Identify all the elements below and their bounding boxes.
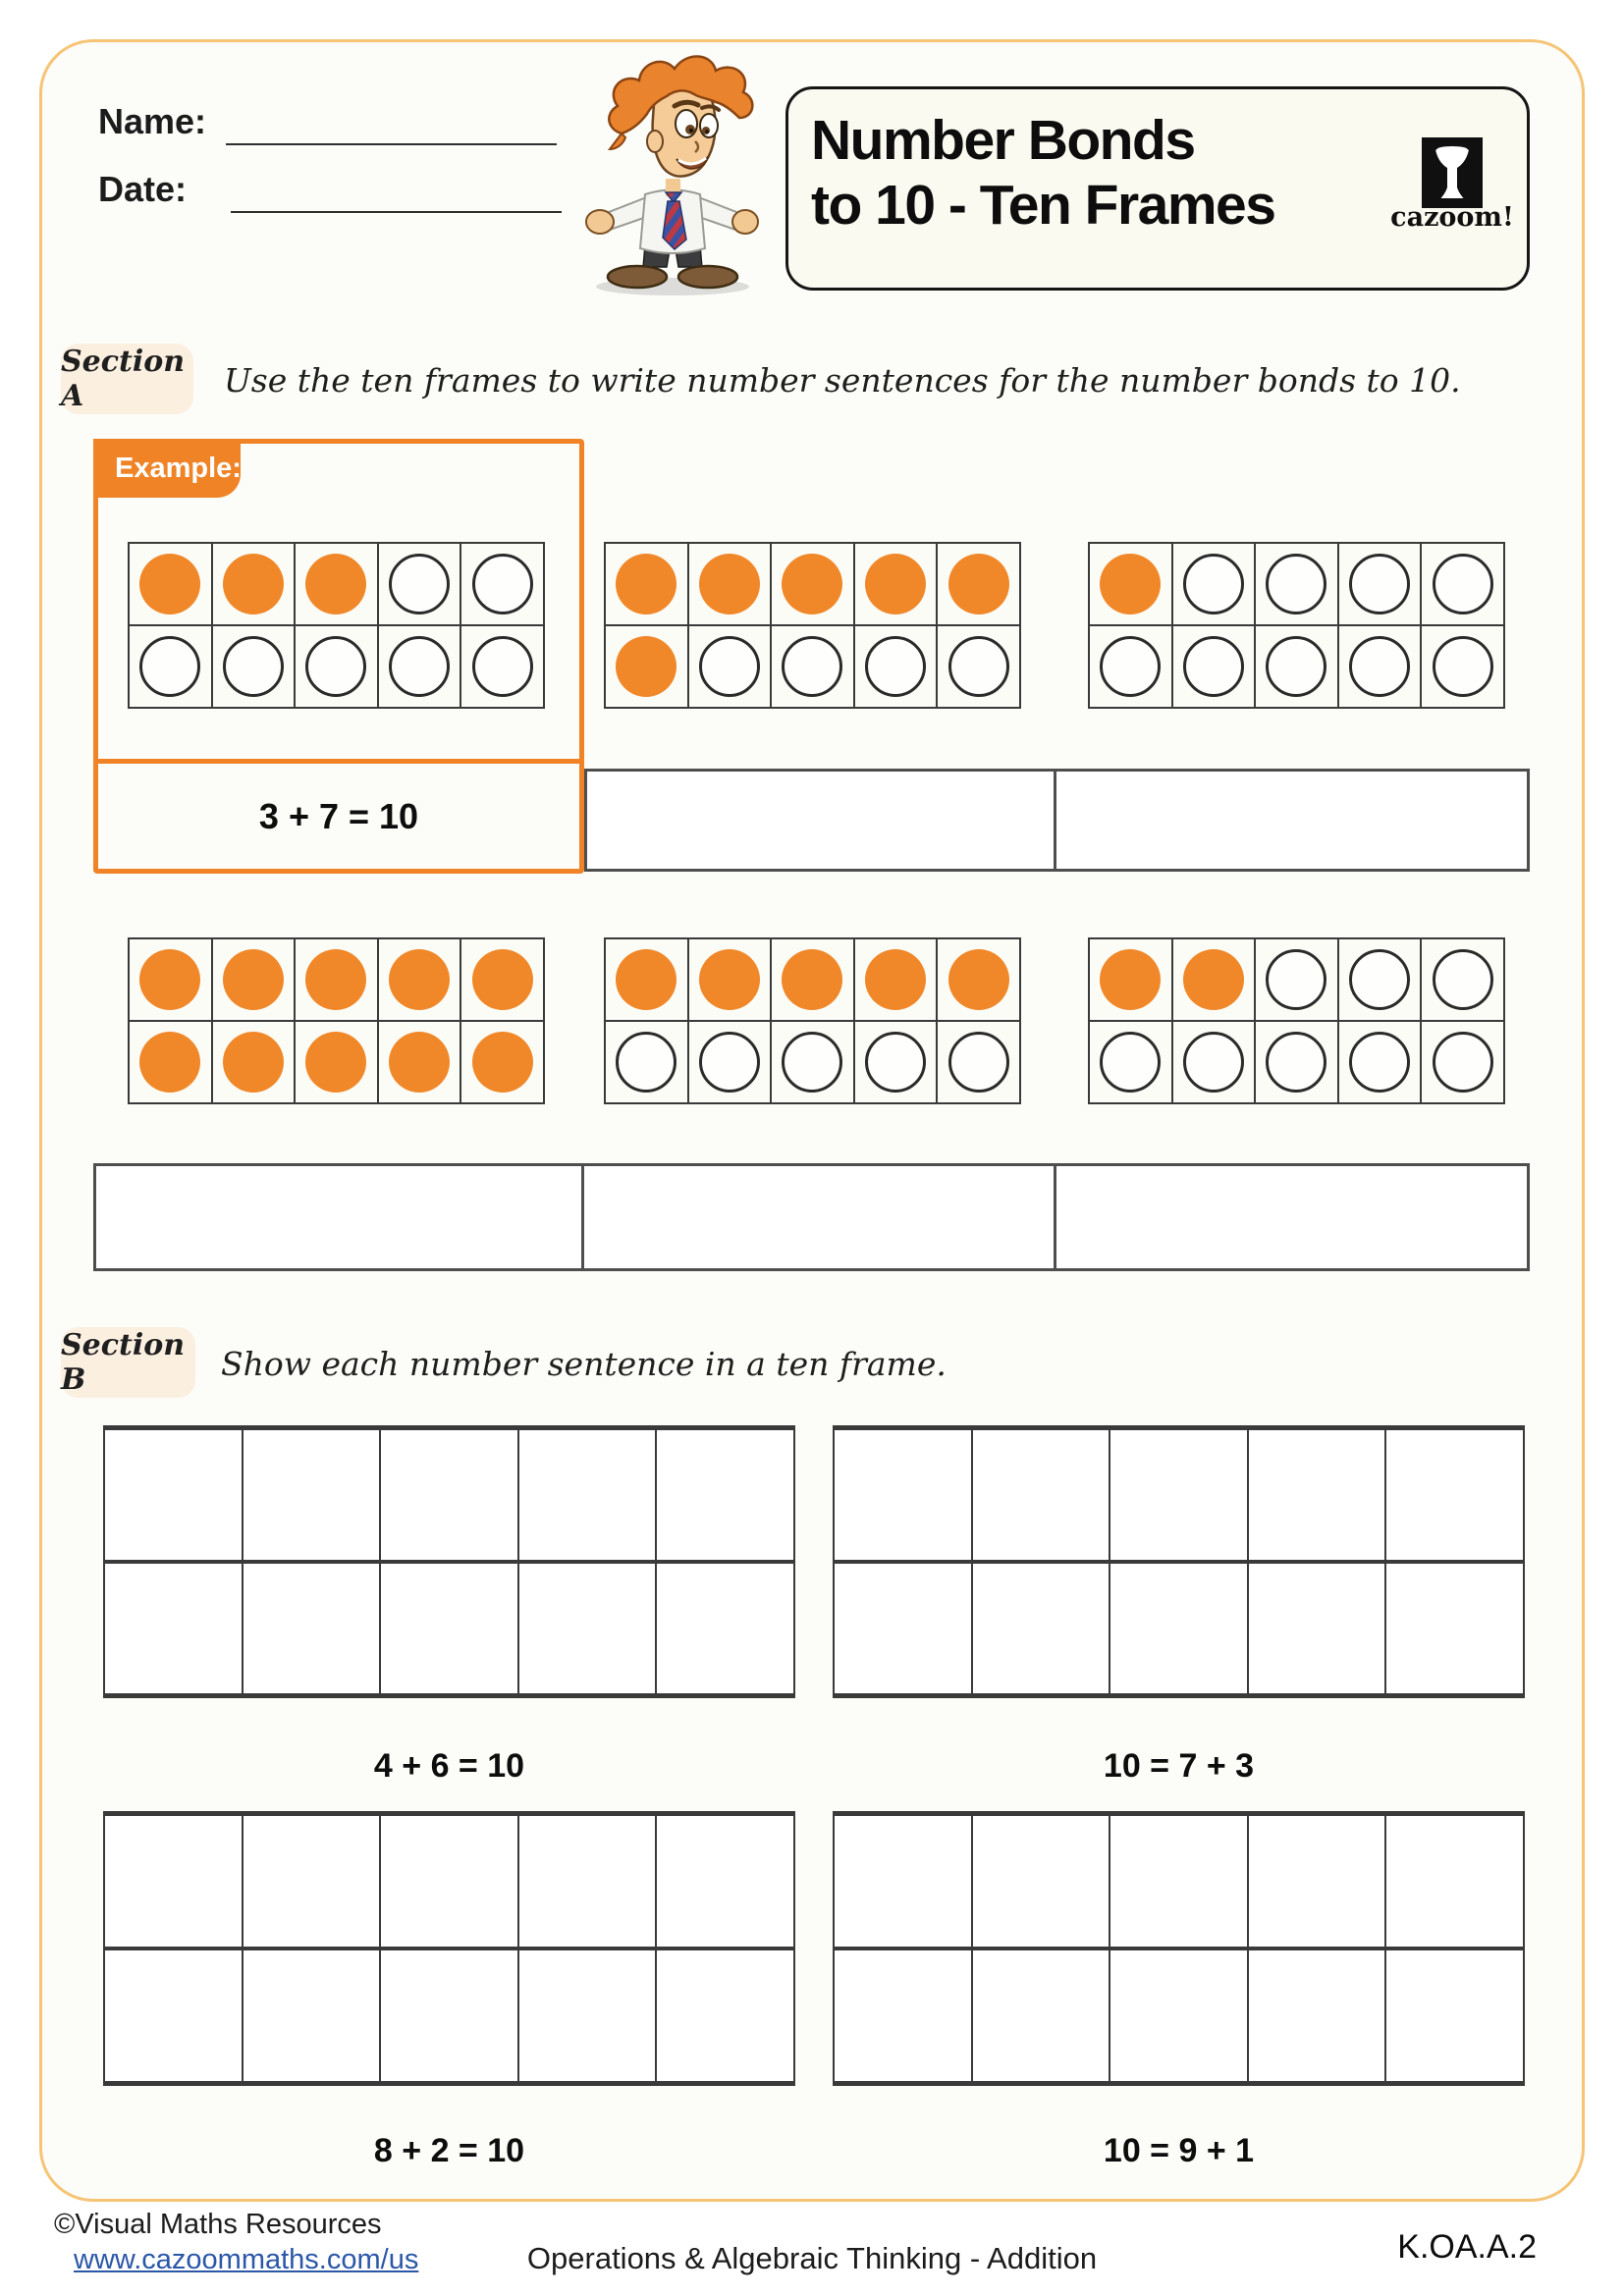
ten-frame-cell [689,939,771,1020]
name-input-line[interactable] [226,143,557,145]
ten-frame-cell [1173,939,1255,1020]
ten-frame-example [128,542,545,709]
answer-box-a3[interactable] [1054,769,1530,872]
ten-frame-cell[interactable] [1110,1430,1247,1560]
ten-frame-cell [1256,626,1337,707]
ten-frame-cell [130,939,211,1020]
problem-label-b2: 10 = 7 + 3 [1103,1747,1255,1785]
ten-frame-cell [1256,544,1337,624]
ten-frame-cell [379,626,460,707]
empty-dot [1183,1032,1244,1093]
ten-frame-cell [938,1022,1019,1102]
ten-frame-cell[interactable] [381,1950,517,2081]
empty-dot [1100,636,1161,697]
ten-frame-cell [461,544,543,624]
empty-dot [782,636,842,697]
ten-frame-cell [1339,1022,1421,1102]
ten-frame-cell[interactable] [835,1816,971,1947]
filled-dot [1100,949,1161,1010]
filled-dot [865,554,926,614]
ten-frame-cell [606,1022,687,1102]
filled-dot [699,554,760,614]
empty-dot [1349,636,1410,697]
filled-dot [472,949,533,1010]
filled-dot [139,1032,200,1093]
ten-frame-cell [296,626,377,707]
ten-frame-cell [1339,544,1421,624]
ten-frame-cell [461,626,543,707]
ten-frame-cell [213,626,295,707]
ten-frame-a3 [1088,542,1505,709]
ten-frame-cell [606,939,687,1020]
ten-frame-cell [1422,1022,1503,1102]
ten-frame-cell[interactable] [519,1564,656,1693]
ten-frame-cell [461,939,543,1020]
ten-frame-cell[interactable] [973,1430,1110,1560]
ten-frame-cell [296,544,377,624]
ten-frame-b1[interactable] [103,1425,795,1698]
ten-frame-cell[interactable] [973,1564,1110,1693]
filled-dot [1100,554,1161,614]
ten-frame-b3[interactable] [103,1811,795,2086]
filled-dot [472,1032,533,1093]
filled-dot [616,636,677,697]
ten-frame-cell [379,1022,460,1102]
ten-frame-cell [1339,626,1421,707]
ten-frame-cell[interactable] [1386,1950,1523,2081]
ten-frame-cell[interactable] [1386,1430,1523,1560]
empty-dot [1433,554,1493,614]
ten-frame-cell [689,626,771,707]
ten-frame-cell[interactable] [1249,1430,1385,1560]
ten-frame-cell [606,544,687,624]
ten-frame-cell[interactable] [381,1430,517,1560]
filled-dot [616,949,677,1010]
answer-box-a4[interactable] [93,1163,584,1271]
problem-label-b3: 8 + 2 = 10 [373,2132,525,2169]
empty-dot [948,636,1009,697]
empty-dot [782,1032,842,1093]
ten-frame-cell [772,939,853,1020]
ten-frame-b4[interactable] [833,1811,1525,2086]
ten-frame-a2 [604,542,1021,709]
section-b-instruction: Show each number sentence in a ten frame. [221,1345,947,1383]
empty-dot [1349,554,1410,614]
ten-frame-cell [296,939,377,1020]
ten-frame-cell [772,544,853,624]
filled-dot [948,949,1009,1010]
section-b-badge: Section B [61,1327,195,1398]
empty-dot [1266,949,1326,1010]
ten-frame-cell[interactable] [105,1816,242,1947]
title-line-2: to 10 - Ten Frames [811,174,1275,238]
cazoom-logo [1422,137,1483,208]
ten-frame-cell[interactable] [1110,1564,1247,1693]
ten-frame-cell [1090,939,1171,1020]
ten-frame-a4 [128,937,545,1104]
ten-frame-a6 [1088,937,1505,1104]
ten-frame-cell [855,1022,937,1102]
ten-frame-cell [1090,544,1171,624]
ten-frame-cell[interactable] [519,1950,656,2081]
empty-dot [472,636,533,697]
example-answer: 3 + 7 = 10 [98,759,579,869]
ten-frame-cell[interactable] [1249,1816,1385,1947]
copyright-text: ©Visual Maths Resources [54,2209,382,2240]
ten-frame-cell[interactable] [657,1430,793,1560]
ten-frame-cell[interactable] [519,1430,656,1560]
filled-dot [223,1032,284,1093]
filled-dot [389,949,450,1010]
ten-frame-b2[interactable] [833,1425,1525,1698]
ten-frame-cell [1422,544,1503,624]
example-tab: Example: [93,439,241,498]
filled-dot [782,554,842,614]
ten-frame-cell[interactable] [657,1816,793,1947]
ten-frame-a5 [604,937,1021,1104]
empty-dot [616,1032,677,1093]
empty-dot [865,1032,926,1093]
worksheet-title [811,108,1274,238]
empty-dot [699,636,760,697]
ten-frame-cell [689,544,771,624]
empty-dot [699,1032,760,1093]
empty-dot [1183,554,1244,614]
empty-dot [1100,1032,1161,1093]
empty-dot [1433,1032,1493,1093]
filled-dot [782,949,842,1010]
ten-frame-cell[interactable] [1386,1816,1523,1947]
filled-dot [139,554,200,614]
filled-dot [699,949,760,1010]
filled-dot [616,554,677,614]
section-a-instruction: Use the ten frames to write number sentences for the number bonds to 10. [224,361,1461,400]
ten-frame-cell [855,626,937,707]
filled-dot [223,949,284,1010]
filled-dot [305,1032,366,1093]
empty-dot [223,636,284,697]
ten-frame-cell [855,544,937,624]
ten-frame-cell [1339,939,1421,1020]
filled-dot [865,949,926,1010]
ten-frame-cell [213,544,295,624]
ten-frame-cell[interactable] [835,1950,971,2081]
ten-frame-cell[interactable] [1110,1950,1247,2081]
ten-frame-cell [938,939,1019,1020]
ten-frame-cell[interactable] [657,1564,793,1693]
filled-dot [139,949,200,1010]
ten-frame-cell [379,939,460,1020]
ten-frame-cell[interactable] [1386,1564,1523,1693]
filled-dot [223,554,284,614]
ten-frame-cell [296,1022,377,1102]
empty-dot [1266,554,1326,614]
section-a-badge: Section A [61,344,193,414]
djembe-drum-icon [1428,142,1477,203]
ten-frame-cell [1256,939,1337,1020]
ten-frame-cell[interactable] [105,1430,242,1560]
empty-dot [305,636,366,697]
ten-frame-cell[interactable] [244,1816,380,1947]
ten-frame-cell [1173,544,1255,624]
empty-dot [139,636,200,697]
filled-dot [1183,949,1244,1010]
ten-frame-cell [461,1022,543,1102]
ten-frame-cell [938,544,1019,624]
answer-box-a2[interactable] [584,769,1056,872]
ten-frame-cell[interactable] [1249,1564,1385,1693]
ten-frame-cell[interactable] [244,1950,380,2081]
name-label: Name: [98,101,207,141]
ten-frame-cell[interactable] [1249,1950,1385,2081]
empty-dot [389,554,450,614]
empty-dot [1266,1032,1326,1093]
ten-frame-cell[interactable] [835,1564,971,1693]
filled-dot [389,1032,450,1093]
ten-frame-cell [213,1022,295,1102]
date-label: Date: [98,169,188,209]
ten-frame-cell[interactable] [381,1564,517,1693]
ten-frame-cell[interactable] [381,1816,517,1947]
ten-frame-cell [1173,1022,1255,1102]
empty-dot [1349,949,1410,1010]
empty-dot [389,636,450,697]
problem-label-b1: 4 + 6 = 10 [373,1747,525,1785]
footer-link[interactable]: www.cazoommaths.com/us [74,2244,419,2276]
filled-dot [948,554,1009,614]
ten-frame-cell [130,1022,211,1102]
empty-dot [948,1032,1009,1093]
empty-dot [1433,949,1493,1010]
ten-frame-cell[interactable] [244,1430,380,1560]
ten-frame-cell[interactable] [835,1430,971,1560]
ten-frame-cell [1422,939,1503,1020]
ten-frame-cell[interactable] [973,1816,1110,1947]
ten-frame-cell[interactable] [105,1564,242,1693]
empty-dot [1349,1032,1410,1093]
empty-dot [1183,636,1244,697]
empty-dot [1433,636,1493,697]
footer-topic: Operations & Algebraic Thinking - Addition [526,2241,1098,2275]
ten-frame-cell[interactable] [244,1564,380,1693]
standard-code: K.OA.A.2 [1397,2228,1537,2266]
ten-frame-cell [1256,1022,1337,1102]
ten-frame-cell [1422,626,1503,707]
cazoom-logo-text: cazoom! [1390,202,1514,233]
ten-frame-cell [213,939,295,1020]
empty-dot [472,554,533,614]
ten-frame-cell [130,626,211,707]
ten-frame-cell [772,626,853,707]
ten-frame-cell[interactable] [1110,1816,1247,1947]
empty-dot [1266,636,1326,697]
mascot-boy-illustration [565,47,785,297]
ten-frame-cell [855,939,937,1020]
ten-frame-cell [938,626,1019,707]
ten-frame-cell [379,544,460,624]
ten-frame-cell [1090,626,1171,707]
ten-frame-cell [689,1022,771,1102]
title-line-1: Number Bonds [811,109,1195,172]
ten-frame-cell[interactable] [105,1950,242,2081]
ten-frame-cell[interactable] [519,1816,656,1947]
ten-frame-cell [1090,1022,1171,1102]
answer-box-a5[interactable] [581,1163,1056,1271]
filled-dot [305,554,366,614]
problem-label-b4: 10 = 9 + 1 [1103,2132,1255,2169]
ten-frame-cell [606,626,687,707]
ten-frame-cell [1173,626,1255,707]
filled-dot [305,949,366,1010]
ten-frame-cell [772,1022,853,1102]
answer-box-a6[interactable] [1054,1163,1530,1271]
empty-dot [865,636,926,697]
ten-frame-cell[interactable] [657,1950,793,2081]
ten-frame-cell[interactable] [973,1950,1110,2081]
ten-frame-cell [130,544,211,624]
date-input-line[interactable] [231,211,562,213]
